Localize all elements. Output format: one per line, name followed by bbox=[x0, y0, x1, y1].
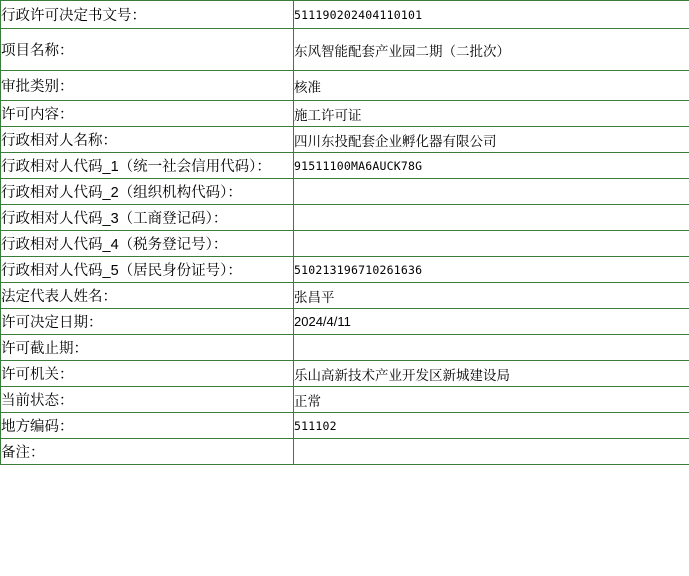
row-label-cell[interactable]: 许可决定日期： bbox=[1, 309, 294, 335]
row-label-cell[interactable]: 许可内容： bbox=[1, 101, 294, 127]
row-label-cell[interactable]: 项目名称： bbox=[1, 29, 294, 71]
table-row bbox=[1, 127, 689, 153]
row-value-cell[interactable] bbox=[294, 231, 689, 257]
row-value-cell[interactable] bbox=[294, 387, 689, 413]
table-row bbox=[1, 231, 689, 257]
row-value-text: 核准 bbox=[294, 79, 321, 95]
row-value-cell[interactable] bbox=[294, 309, 689, 335]
row-label-cell[interactable]: 法定代表人姓名： bbox=[1, 283, 294, 309]
row-label-cell[interactable]: 行政相对人代码_2（组织机构代码）： bbox=[1, 179, 294, 205]
row-value-text: 511102 bbox=[294, 419, 337, 433]
table-row bbox=[1, 179, 689, 205]
row-value-text: 四川东投配套企业孵化器有限公司 bbox=[294, 133, 497, 149]
table-row bbox=[1, 309, 689, 335]
row-label-cell[interactable]: 行政相对人名称： bbox=[1, 127, 294, 153]
table-row bbox=[1, 1, 689, 29]
row-value-text: 91511100MA6AUCK78G bbox=[294, 159, 423, 173]
row-value-cell[interactable] bbox=[294, 179, 689, 205]
row-label-cell[interactable]: 行政相对人代码_1（统一社会信用代码）： bbox=[1, 153, 294, 179]
table-row bbox=[1, 387, 689, 413]
row-value-cell[interactable] bbox=[294, 439, 689, 465]
row-label-cell[interactable]: 审批类别： bbox=[1, 71, 294, 101]
row-value-cell[interactable] bbox=[294, 71, 689, 101]
row-value-text: 施工许可证 bbox=[294, 107, 362, 123]
row-value-cell[interactable] bbox=[294, 283, 689, 309]
table-row bbox=[1, 205, 689, 231]
table-row bbox=[1, 413, 689, 439]
table-row bbox=[1, 101, 689, 127]
row-value-cell[interactable] bbox=[294, 257, 689, 283]
table-row bbox=[1, 439, 689, 465]
row-value-cell[interactable] bbox=[294, 413, 689, 439]
row-label-cell[interactable]: 行政许可决定书文号： bbox=[1, 1, 294, 29]
row-value-cell[interactable] bbox=[294, 361, 689, 387]
table-row bbox=[1, 29, 689, 71]
row-label-cell[interactable]: 行政相对人代码_5（居民身份证号）： bbox=[1, 257, 294, 283]
table-row bbox=[1, 257, 689, 283]
row-label-cell[interactable]: 许可截止期： bbox=[1, 335, 294, 361]
row-value-text: 正常 bbox=[294, 393, 321, 409]
row-label-cell[interactable]: 行政相对人代码_4（税务登记号）： bbox=[1, 231, 294, 257]
row-value-cell[interactable] bbox=[294, 127, 689, 153]
row-value-cell[interactable] bbox=[294, 205, 689, 231]
row-label-cell[interactable]: 备注： bbox=[1, 439, 294, 465]
row-value-text: 张昌平 bbox=[294, 289, 335, 305]
table-row bbox=[1, 283, 689, 309]
row-label-cell[interactable]: 许可机关： bbox=[1, 361, 294, 387]
row-value-cell[interactable] bbox=[294, 101, 689, 127]
row-label-cell[interactable]: 当前状态： bbox=[1, 387, 294, 413]
table-row bbox=[1, 361, 689, 387]
row-value-cell[interactable] bbox=[294, 1, 689, 29]
table-row bbox=[1, 335, 689, 361]
table-row bbox=[1, 71, 689, 101]
row-value-cell[interactable] bbox=[294, 153, 689, 179]
table-row bbox=[1, 153, 689, 179]
row-value-cell[interactable] bbox=[294, 29, 689, 71]
row-value-text: 511190202404110101 bbox=[294, 8, 423, 22]
row-label-cell[interactable]: 地方编码： bbox=[1, 413, 294, 439]
table-body bbox=[1, 1, 689, 465]
row-value-text: 510213196710261636 bbox=[294, 263, 423, 277]
row-value-text: 2024/4/11 bbox=[294, 314, 351, 329]
row-value-text: 乐山高新技术产业开发区新城建设局 bbox=[294, 367, 510, 383]
row-value-cell[interactable] bbox=[294, 335, 689, 361]
row-label-cell[interactable]: 行政相对人代码_3（工商登记码）： bbox=[1, 205, 294, 231]
row-value-text: 东风智能配套产业园二期（二批次） bbox=[294, 43, 510, 59]
